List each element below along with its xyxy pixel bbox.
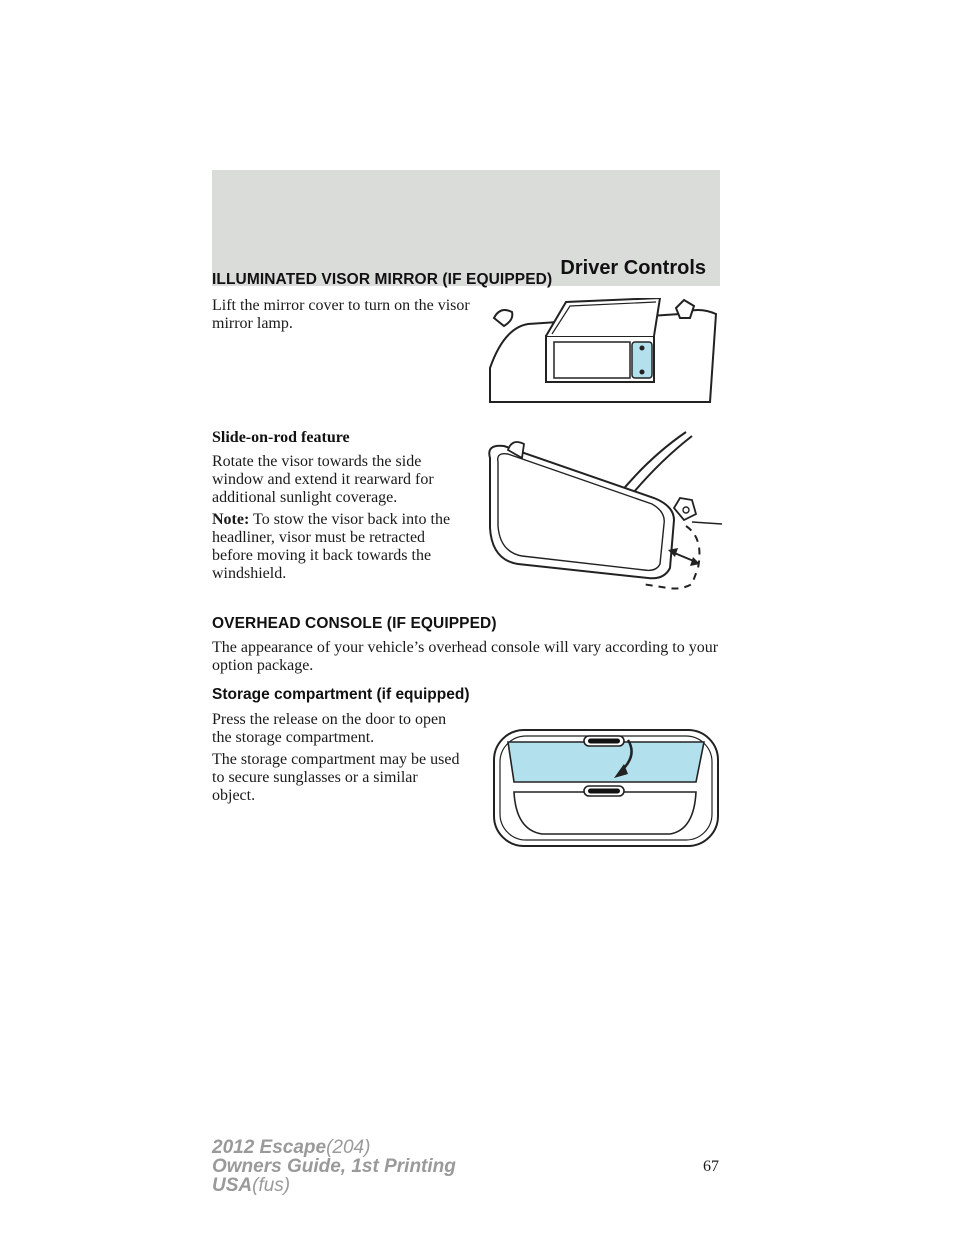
storage-text-1: Press the release on the door to open the storage compartment. [212,711,447,746]
slide-on-rod-text: Rotate the visor towards the side window and extend it rearward for additional sunlight coverage. [212,453,434,506]
overhead-console-text: The appearance of your vehicle’s overhead console will vary according to your option package. [212,639,719,674]
footer-model-code: (204) [326,1137,371,1158]
footer-model: 2012 Escape [212,1137,327,1158]
visor-mirror-illustration [484,298,720,408]
slide-on-rod-illustration [478,428,728,594]
section-header-band [212,170,720,286]
slide-on-rod-note [212,511,464,583]
slide-on-rod-heading: Slide-on-rod feature [212,429,350,446]
storage-heading: Storage compartment (if equipped) [212,686,470,703]
overhead-console-heading: OVERHEAD CONSOLE (IF EQUIPPED) [212,615,497,632]
visor-mirror-text: Lift the mirror cover to turn on the visor mirror lamp. [212,297,470,332]
footer-market: USA [212,1175,253,1196]
note-label: Note: [212,511,250,528]
document-footer [212,1138,456,1195]
section-title: Driver Controls [560,257,706,279]
footer-market-code: (fus) [252,1175,291,1196]
overhead-console-illustration [490,726,722,850]
note-text: To stow the visor back into the headliner, visor must be retracted before moving it back towards the windshield. [212,511,451,582]
storage-text-2: The storage compartment may be used to secure sunglasses or a similar object. [212,751,460,804]
page-number: 67 [703,1158,719,1175]
visor-mirror-heading: ILLUMINATED VISOR MIRROR (IF EQUIPPED) [212,271,553,288]
footer-printing: Owners Guide, 1st Printing [212,1156,456,1177]
